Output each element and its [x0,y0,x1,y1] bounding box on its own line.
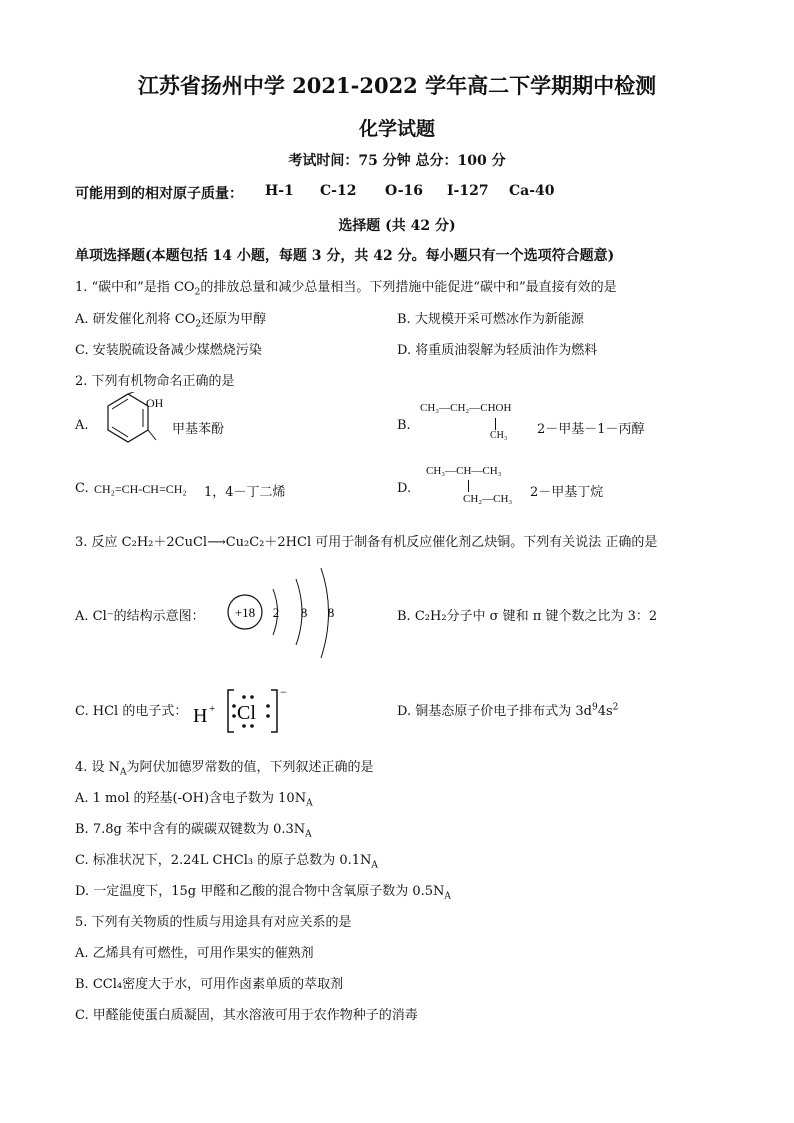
q4-stem: 4. 设 $N_A$为阿伏加德罗常数的值，下列叙述正确的是 [75,760,374,778]
hcl-cl-charge: − [280,685,287,699]
q2-d-top: CH₃—CH—CH₃ [426,465,502,477]
q4-option-d: D. 一定温度下，15g 甲醛和乙酸的混合物中含氧原子数为 $0.5N_A$ [75,884,451,902]
q2-option-d-name: 2－甲基丁烷 [530,485,604,500]
cl-ion-nucleus: +18 [234,605,256,620]
subject-title: 化学试题 [358,118,435,140]
q2-b-bond [495,418,496,430]
q1-option-c: C. 安装脱硫设备减少煤燃烧污染 [75,343,262,358]
hcl-cl: Cl [237,702,256,724]
section-instruction: 单项选择题(本题包括 14 小题，每题 3 分，共 42 分。每小题只有一个选项符合题意) [75,248,615,264]
q3-option-c-electron-formula [190,684,300,736]
atomic-mass-i: I-127 [447,183,489,199]
section-title: 选择题 (共 42 分) [338,218,456,234]
q3-option-a-label: A. Cl⁻的结构示意图： [75,609,205,624]
q4-option-c: C. 标准状况下，2.24L CHCl₃ 的原子总数为 $0.1N_A$ [75,853,378,871]
atomic-mass-h: H-1 [265,183,294,199]
hcl-h: H [193,705,208,727]
q5-option-a: A. 乙烯具有可燃性，可用作果实的催熟剂 [75,946,314,961]
cl-ion-shell-2: 8 [300,605,308,620]
q2-b-ch3: CH₃ [490,430,508,441]
q2-option-a-name: 甲基苯酚 [172,422,225,437]
q2-c-formula: CH₂=CH-CH=CH₂ [94,482,187,496]
q5-stem: 5. 下列有关物质的性质与用途具有对应关系的是 [75,915,352,930]
q3-option-d: D. 铜基态原子价电子排布式为 $3d^94s^2$ [397,702,619,719]
atomic-mass-label: 可能用到的相对原子质量： [75,186,243,202]
q2-stem: 2. 下列有机物命名正确的是 [75,374,235,389]
q4-option-b: B. 7.8g 苯中含有的碳碳双键数为 $0.3N_A$ [75,822,312,840]
hcl-h-charge: + [209,703,216,715]
q2-option-a-label: A. [75,418,89,433]
q3-option-c-label: C. HCl 的电子式： [75,704,188,719]
q5-option-b: B. CCl₄密度大于水，可用作卤素单质的萃取剂 [75,977,344,992]
q3-option-b: B. C₂H₂分子中 σ 键和 π 键个数之比为 3：2 [397,609,658,624]
q2-d-bottom: CH₂—CH₃ [463,493,513,505]
q1-stem: 1. “碳中和”是指 $CO_2$的排放总量和减少总量相当。下列措施中能促进“碳中和”最直接有效的是 [75,280,617,298]
cl-ion-shell-1: 2 [272,605,280,620]
q2-option-d-label: D. [397,481,412,496]
q2-option-b-label: B. [397,418,411,433]
cl-ion-shell-3: 8 [327,605,335,620]
q2-b-formula: CH₃—CH₂—CHOH [420,402,512,414]
q3-option-a-diagram [224,565,344,660]
atomic-mass-o: O-16 [385,183,424,199]
q2-d-bond [468,480,469,492]
q1-option-a: A. 研发催化剂将 $CO_2$还原为甲醇 [75,312,267,330]
q2-option-c-label: C. [75,481,89,496]
atomic-mass-c: C-12 [320,183,357,199]
exam-title: 江苏省扬州中学 2021-2022 学年高二下学期期中检测 [137,73,657,98]
atomic-mass-ca: Ca-40 [509,183,555,199]
q1-option-b: B. 大规模开采可燃冰作为新能源 [397,312,584,327]
q5-option-c: C. 甲醛能使蛋白质凝固，其水溶液可用于农作物种子的消毒 [75,1008,418,1023]
q2-option-c-name: 1，4－丁二烯 [204,485,286,500]
q3-stem: 3. 反应 C₂H₂＋2CuCl⟶Cu₂C₂＋2HCl 可用于制备有机反应催化剂乙炔铜。下列有关说法 正确的是 [75,535,658,550]
q4-option-a: A. 1 mol 的羟基(-OH)含电子数为 $10N_A$ [75,791,313,809]
q1-option-d: D. 将重质油裂解为轻质油作为燃料 [397,343,598,358]
exam-info: 考试时间：75 分钟 总分：100 分 [288,153,506,169]
q2-option-b-name: 2－甲基－1－丙醇 [537,422,645,437]
q2-a-oh: OH [146,396,164,410]
q2-option-a-structure [88,392,178,454]
